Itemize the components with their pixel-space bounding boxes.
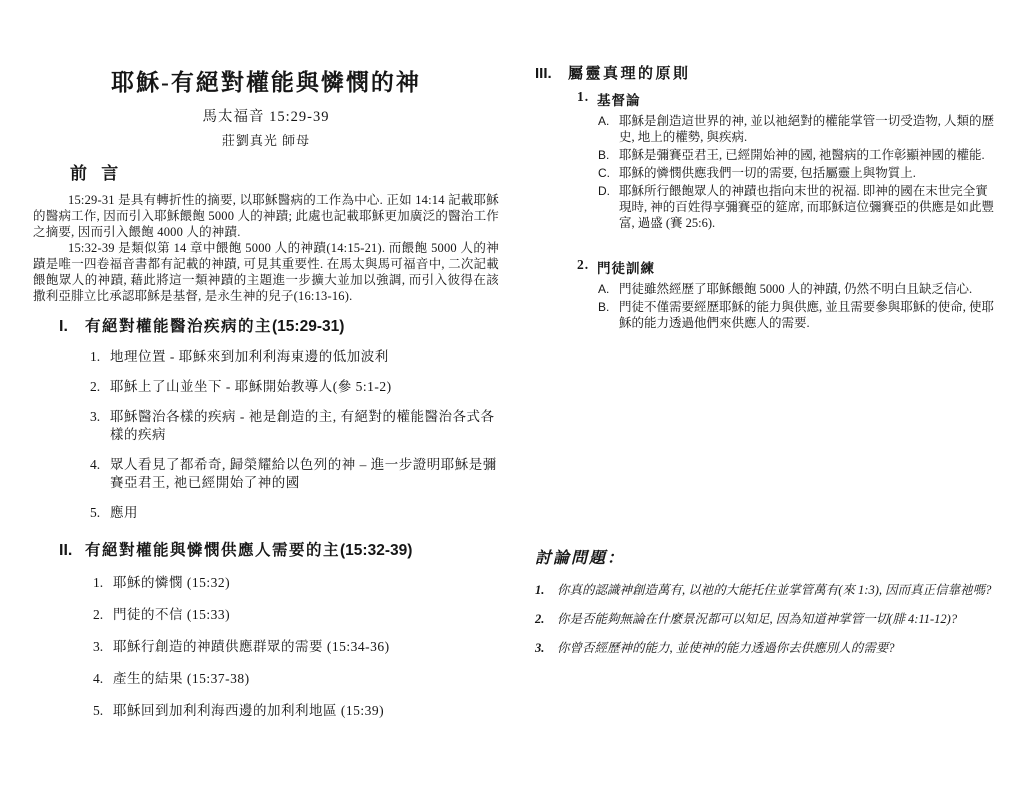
subsection-number: 2. (577, 257, 590, 272)
outline-item (33, 702, 499, 720)
question-number: 3. (535, 641, 545, 655)
item-number: 3. (93, 639, 104, 654)
item-text: 耶穌醫治各樣的疾病 - 祂是創造的主, 有絕對的權能醫治各式各樣的疾病 (110, 409, 495, 442)
point-text: 門徒不僅需要經歷耶穌的能力與供應, 並且需要參與耶穌的使命, 使耶穌的能力透過他們來供應人的需要. (619, 300, 995, 330)
point-letter: B. (598, 300, 610, 314)
section-i-title-wrap (85, 314, 344, 336)
point-letter: A. (598, 282, 610, 296)
item-number: 4. (93, 671, 104, 686)
item-number: 3. (90, 409, 101, 424)
point-letter: A. (598, 114, 610, 128)
outline-item (33, 348, 499, 366)
item-text: 耶穌行創造的神蹟供應群眾的需要 (15:34-36) (113, 639, 390, 654)
left-column (33, 0, 499, 720)
subsection-christology (535, 89, 997, 231)
question-number: 2. (535, 612, 545, 626)
point-text: 耶穌的憐憫供應我們一切的需要, 包括屬靈上與物質上. (619, 166, 916, 180)
item-text: 耶穌的憐憫 (15:32) (113, 575, 231, 590)
point-letter: C. (598, 166, 610, 180)
item-number: 1. (90, 349, 101, 364)
section-i-title: 有絕對權能醫治疾病的主 (85, 318, 273, 335)
section-iii-title: 屬靈真理的原則 (568, 66, 691, 82)
subsection-heading (577, 257, 997, 277)
question-text: 你曾否經歷神的能力, 並使神的能力透過你去供應別人的需要? (557, 641, 895, 655)
item-number: 2. (93, 607, 104, 622)
section-i-heading (33, 314, 499, 336)
point-text: 門徒雖然經歷了耶穌餵飽 5000 人的神蹟, 仍然不明白且缺乏信心. (619, 282, 973, 296)
author-line: 莊劉真光 師母 (221, 133, 311, 148)
preface-paragraph-2: 15:32-39 是類似第 14 章中餵飽 5000 人的神蹟(14:15-21). 而餵飽 5000 人的神蹟是唯一四卷福音書都有記載的神蹟, 可見其重要性. 在馬太與馬可福音中, 二次記載餵飽眾人的神蹟, 藉此將這一類神蹟的主題進一步擴大並加以強調, 而引入彼得在該撒利亞腓立比承認耶穌是基督, 是永生神的兒子(16:13-16). (33, 241, 499, 303)
preface-heading: 前 言 (70, 164, 124, 183)
item-number: 4. (90, 457, 101, 472)
subsection-points (577, 113, 997, 231)
item-number: 5. (90, 505, 101, 520)
outline-item (33, 378, 499, 396)
outline-point (598, 183, 997, 231)
section-i-list (33, 348, 499, 522)
item-text: 耶穌上了山並坐下 - 耶穌開始教導人(參 5:1-2) (110, 379, 392, 394)
question-number: 1. (535, 583, 545, 597)
outline-item (33, 456, 499, 492)
outline-item (33, 670, 499, 688)
outline-point (598, 299, 997, 331)
scripture-reference: 馬太福音 15:29-39 (202, 109, 330, 125)
point-text: 耶穌是創造這世界的神, 並以祂絕對的權能掌管一切受造物, 人類的歷史, 地上的權勢, 與疾病. (619, 114, 995, 144)
point-letter: D. (598, 184, 610, 198)
item-text: 產生的結果 (15:37-38) (113, 671, 250, 686)
item-text: 應用 (110, 505, 138, 520)
outline-item (33, 408, 499, 444)
roman-numeral-iii: III. (535, 65, 552, 82)
outline-point (598, 147, 997, 163)
outline-point (598, 113, 997, 145)
item-text: 地理位置 - 耶穌來到加利利海東邊的低加波利 (110, 349, 389, 364)
discussion-question (535, 611, 997, 628)
outline-item (33, 504, 499, 522)
item-text: 眾人看見了都希奇, 歸榮耀給以色列的神 – 進一步證明耶穌是彌賽亞君王, 祂已經開始了神的國 (110, 457, 497, 490)
point-letter: B. (598, 148, 610, 162)
section-ii-heading (33, 538, 499, 560)
outline-item (33, 574, 499, 592)
item-number: 2. (90, 379, 101, 394)
roman-numeral-ii: II. (59, 542, 73, 559)
discussion-question (535, 582, 997, 599)
outline-item (33, 638, 499, 656)
subsection-title: 基督論 (597, 93, 641, 108)
point-text: 耶穌所行餵飽眾人的神蹟也指向末世的祝福. 即神的國在末世完全實現時, 神的百姓得享彌賽亞的筵席, 而耶穌這位彌賽亞的供應是如此豐富, 過盛 (賽 25:6). (619, 184, 995, 230)
section-ii-verse-ref: (15:32-39) (340, 542, 413, 559)
item-number: 5. (93, 703, 104, 718)
right-column (535, 0, 997, 657)
item-number: 1. (93, 575, 104, 590)
section-ii-title-wrap (85, 538, 412, 560)
subsection-heading (577, 89, 997, 109)
outline-point (598, 281, 997, 297)
section-ii-title: 有絕對權能與憐憫供應人需要的主 (85, 542, 341, 559)
item-text: 耶穌回到加利利海西邊的加利利地區 (15:39) (113, 703, 385, 718)
subsection-points (577, 281, 997, 331)
point-text: 耶穌是彌賽亞君王, 已經開始神的國, 祂醫病的工作彰顯神國的權能. (619, 148, 985, 162)
item-text: 門徒的不信 (15:33) (113, 607, 231, 622)
subsection-number: 1. (577, 89, 590, 104)
discussion-section (535, 545, 997, 657)
discussion-heading: 討論問題： (535, 550, 626, 567)
discussion-question (535, 640, 997, 657)
section-iii-heading (535, 62, 997, 83)
roman-numeral-i: I. (59, 318, 68, 335)
outline-point (598, 165, 997, 181)
subsection-title: 門徒訓練 (597, 261, 655, 276)
preface-paragraph-1: 15:29-31 是具有轉折性的摘要, 以耶穌醫病的工作為中心. 正如 14:14 記載耶穌的醫病工作, 因而引入耶穌餵飽 5000 人的神蹟; 此處也記載耶穌更加廣泛的醫治工作之摘要, 因而引入餵飽 4000 人的神蹟. (33, 193, 499, 239)
question-text: 你真的認識神創造萬有, 以祂的大能托住並掌管萬有(來 1:3), 因而真正信靠祂嗎? (557, 583, 992, 597)
section-i-verse-ref: (15:29-31) (272, 318, 345, 335)
outline-item (33, 606, 499, 624)
page-title: 耶穌-有絕對權能與憐憫的神 (111, 70, 421, 95)
subsection-discipleship (535, 257, 997, 331)
question-text: 你是否能夠無論在什麼景況都可以知足, 因為知道神掌管一切(腓 4:11-12)? (557, 612, 958, 626)
section-ii-list (33, 574, 499, 720)
